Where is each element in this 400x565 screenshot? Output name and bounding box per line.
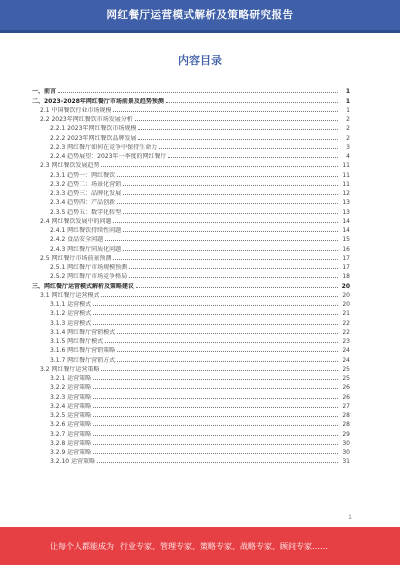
toc-entry[interactable] — [32, 391, 350, 400]
toc-entry-page: 30 — [342, 449, 350, 456]
toc-entry-page: 12 — [342, 190, 350, 197]
toc-leader-dots — [123, 212, 338, 214]
toc-leader-dots — [93, 313, 338, 315]
toc-entry[interactable] — [32, 438, 350, 447]
toc-entry[interactable] — [32, 262, 350, 271]
toc-entry-page: 17 — [342, 264, 350, 271]
toc-entry-label: 2.2.4 趋势展望：2023年一季度的网红餐厅 — [50, 153, 167, 160]
toc-entry-page: 15 — [342, 236, 350, 244]
footer-slogan: 让每个人都能成为 — [50, 542, 114, 551]
header-underline — [0, 30, 400, 33]
toc-entry[interactable] — [32, 188, 350, 197]
toc-entry-page: 20 — [341, 282, 350, 290]
toc-entry[interactable] — [32, 206, 350, 215]
toc-entry[interactable] — [32, 95, 350, 104]
toc-entry[interactable] — [32, 105, 350, 114]
toc-entry[interactable] — [32, 354, 350, 363]
toc-entry-page: 11 — [342, 171, 350, 179]
toc-entry-label: 3.1 网红餐厅运营模式 — [40, 291, 100, 299]
toc-leader-dots — [93, 443, 338, 445]
toc-entry-label: 3.1.2 运营模式 — [50, 310, 92, 318]
toc-entry-label: 3.1.6 网红餐厅营销策略 — [50, 347, 116, 355]
toc-entry-label: 2.2 2023年网红餐饮市场发展分析 — [40, 116, 133, 123]
toc-entry-label: 3.2.10 运营策略 — [50, 458, 95, 466]
toc-entry-page: 26 — [342, 393, 350, 401]
toc-entry-label: 3.2 网红餐厅运营策略 — [40, 365, 100, 373]
toc-leader-dots — [113, 221, 338, 223]
table-of-contents — [32, 86, 350, 465]
toc-entry-label: 2.2.1 2023年网红餐饮市场规模 — [50, 125, 137, 133]
toc-entry-page: 18 — [342, 273, 350, 281]
toc-entry-page: 2 — [346, 125, 350, 133]
toc-entry-label: 3.1.1 运营模式 — [50, 301, 92, 308]
toc-leader-dots — [166, 101, 338, 103]
toc-entry-page: 17 — [342, 254, 350, 262]
toc-entry-page: 2 — [346, 116, 350, 123]
toc-leader-dots — [93, 397, 338, 399]
toc-entry[interactable] — [32, 364, 350, 373]
toc-entry[interactable] — [32, 114, 350, 123]
toc-entry-page: 29 — [342, 430, 350, 438]
toc-entry[interactable] — [32, 197, 350, 206]
toc-entry-label: 2.3.5 趋势五：数字化转型 — [50, 208, 122, 216]
page-number: 1 — [348, 514, 352, 521]
toc-entry-page: 26 — [342, 384, 350, 392]
toc-leader-dots — [97, 461, 338, 463]
toc-entry-label: 3.1.3 运营模式 — [50, 319, 92, 327]
toc-entry[interactable] — [32, 345, 350, 354]
toc-entry[interactable] — [32, 447, 350, 456]
report-title: 网红餐厅运营模式解析及策略研究报告 — [106, 9, 294, 21]
toc-entry-label: 3.1.7 网红餐厅营销方式 — [50, 356, 116, 364]
toc-leader-dots — [93, 452, 338, 454]
toc-entry[interactable] — [32, 327, 350, 336]
toc-entry[interactable] — [32, 243, 350, 252]
toc-entry[interactable] — [32, 216, 350, 225]
toc-leader-dots — [93, 406, 338, 408]
toc-entry-page: 1 — [345, 97, 350, 105]
toc-entry-label: 2.2.2 2023年网红餐饮品牌发展 — [50, 134, 137, 142]
toc-leader-dots — [138, 128, 338, 130]
toc-entry-page: 11 — [342, 162, 350, 170]
toc-entry[interactable] — [32, 290, 350, 299]
toc-leader-dots — [117, 360, 338, 362]
toc-leader-dots — [123, 184, 338, 186]
header-banner — [0, 0, 400, 30]
toc-entry-label: 3.2.1 运营策略 — [50, 375, 92, 382]
toc-leader-dots — [168, 156, 338, 158]
toc-leader-dots — [101, 165, 338, 167]
toc-leader-dots — [113, 258, 338, 260]
toc-entry-label: 2.5.1 网红餐厅市场规模预测 — [50, 264, 128, 271]
toc-entry-page: 27 — [342, 402, 350, 410]
toc-leader-dots — [101, 369, 338, 371]
toc-entry-page: 14 — [342, 217, 350, 225]
toc-entry-label: 2.3.2 趋势二：场景化营销 — [50, 180, 122, 188]
toc-entry-label: 2.5 网红餐厅市场前景预测 — [40, 254, 112, 262]
toc-entry-page: 11 — [342, 180, 350, 188]
toc-entry[interactable] — [32, 419, 350, 428]
toc-entry[interactable] — [32, 179, 350, 188]
toc-entry-label: 2.4.3 网红餐厅同质化问题 — [50, 245, 122, 253]
toc-leader-dots — [93, 387, 338, 389]
toc-entry-page: 13 — [342, 208, 350, 216]
toc-entry[interactable] — [32, 271, 350, 280]
toc-heading: 内容目录 — [178, 54, 222, 67]
toc-entry-page: 25 — [342, 375, 350, 382]
toc-entry-label: 3.2.7 运营策略 — [50, 430, 92, 438]
toc-entry[interactable] — [32, 280, 350, 289]
toc-entry-page: 30 — [342, 439, 350, 447]
toc-entry[interactable] — [32, 123, 350, 132]
toc-entry-page: 2 — [346, 134, 350, 142]
toc-entry-label: 2.4.2 食品安全问题 — [50, 236, 104, 244]
toc-entry-page: 4 — [346, 153, 350, 160]
toc-entry[interactable] — [32, 169, 350, 178]
toc-entry-label: 3.2.3 运营策略 — [50, 393, 92, 401]
toc-entry[interactable] — [32, 132, 350, 141]
toc-leader-dots — [159, 147, 338, 149]
toc-leader-dots — [113, 110, 338, 112]
toc-entry[interactable] — [32, 428, 350, 437]
toc-leader-dots — [123, 249, 338, 251]
toc-leader-dots — [117, 350, 338, 352]
toc-entry[interactable] — [32, 456, 350, 465]
toc-entry-page: 21 — [342, 310, 350, 318]
toc-leader-dots — [135, 119, 338, 121]
toc-leader-dots — [123, 193, 338, 195]
toc-leader-dots — [123, 230, 338, 232]
toc-entry-label: 二、2023-2028年网红餐厅市场前景及趋势预测 — [32, 97, 164, 105]
toc-leader-dots — [58, 91, 338, 93]
toc-entry[interactable] — [32, 410, 350, 419]
toc-entry-label: 2.3 网红餐饮发展趋势 — [40, 162, 100, 170]
toc-entry[interactable] — [32, 382, 350, 391]
toc-entry-label: 3.2.5 运营策略 — [50, 412, 92, 419]
toc-entry-label: 2.5.2 网红餐厅市场竞争格局 — [50, 273, 128, 281]
toc-leader-dots — [93, 378, 338, 380]
toc-entry[interactable] — [32, 225, 350, 234]
toc-entry-label: 3.2.9 运营策略 — [50, 449, 92, 456]
toc-entry-page: 28 — [342, 412, 350, 419]
toc-leader-dots — [136, 286, 338, 288]
toc-entry[interactable] — [32, 336, 350, 345]
toc-entry-page: 23 — [342, 338, 350, 345]
toc-leader-dots — [93, 424, 338, 426]
toc-entry-label: 3.1.5 网红餐厅模式 — [50, 338, 104, 345]
toc-entry-label: 3.1.4 网红餐厅营销模式 — [50, 328, 116, 336]
toc-entry[interactable] — [32, 401, 350, 410]
toc-leader-dots — [138, 138, 338, 140]
toc-leader-dots — [117, 175, 338, 177]
toc-entry-page: 28 — [342, 421, 350, 429]
footer-roles: 行业专家、管理专家、策略专家、战略专家、顾问专家…… — [120, 542, 328, 551]
toc-entry-page: 16 — [342, 245, 350, 253]
toc-entry[interactable] — [32, 317, 350, 326]
toc-leader-dots — [105, 341, 338, 343]
toc-entry[interactable] — [32, 299, 350, 308]
toc-entry-label: 2.4 网红餐饮发展中的问题 — [40, 217, 112, 225]
toc-entry-page: 1 — [346, 106, 350, 114]
toc-entry[interactable] — [32, 151, 350, 160]
toc-entry-label: 2.3.1 趋势一：网红餐饮 — [50, 171, 116, 179]
toc-entry[interactable] — [32, 142, 350, 151]
toc-leader-dots — [93, 434, 338, 436]
toc-entry-label: 2.3.4 趋势四：产品创新 — [50, 199, 116, 207]
toc-entry-page: 22 — [342, 319, 350, 327]
toc-entry-page: 1 — [345, 88, 350, 96]
toc-entry-page: 31 — [342, 458, 350, 466]
toc-entry[interactable] — [32, 373, 350, 382]
toc-entry-page: 24 — [342, 356, 350, 364]
toc-entry-label: 3.2.8 运营策略 — [50, 439, 92, 447]
toc-leader-dots — [101, 295, 338, 297]
toc-entry-page: 20 — [342, 291, 350, 299]
toc-entry[interactable] — [32, 86, 350, 95]
toc-entry-page: 22 — [342, 328, 350, 336]
toc-entry[interactable] — [32, 308, 350, 317]
toc-leader-dots — [93, 304, 338, 306]
toc-entry-page: 25 — [342, 365, 350, 373]
toc-entry-page: 24 — [342, 347, 350, 355]
toc-entry[interactable] — [32, 253, 350, 262]
toc-leader-dots — [117, 332, 338, 334]
toc-entry-label: 一、前言 — [32, 88, 57, 96]
toc-entry-label: 2.4.1 网红餐饮持续性问题 — [50, 227, 122, 234]
toc-leader-dots — [129, 267, 338, 269]
toc-entry-page: 13 — [342, 199, 350, 207]
toc-entry-label: 3.2.4 运营策略 — [50, 402, 92, 410]
toc-leader-dots — [105, 239, 338, 241]
toc-entry-label: 2.2.3 网红餐厅如何在竞争中保持生命力 — [50, 143, 158, 151]
footer-banner — [0, 527, 400, 565]
toc-leader-dots — [93, 415, 338, 417]
toc-entry-label: 2.1 中国餐饮行业市场规模 — [40, 106, 112, 114]
toc-entry-label: 三、网红餐厅运营模式解析及策略建议 — [32, 282, 135, 290]
toc-entry-page: 3 — [346, 143, 350, 151]
toc-entry-page: 20 — [342, 301, 350, 308]
toc-entry[interactable] — [32, 234, 350, 243]
toc-leader-dots — [93, 323, 338, 325]
toc-entry-page: 14 — [342, 227, 350, 234]
toc-entry-label: 3.2.6 运营策略 — [50, 421, 92, 429]
toc-entry[interactable] — [32, 160, 350, 169]
toc-leader-dots — [129, 276, 338, 278]
toc-entry-label: 2.3.3 趋势三：品牌化发展 — [50, 190, 122, 197]
toc-leader-dots — [117, 202, 338, 204]
toc-entry-label: 3.2.2 运营策略 — [50, 384, 92, 392]
